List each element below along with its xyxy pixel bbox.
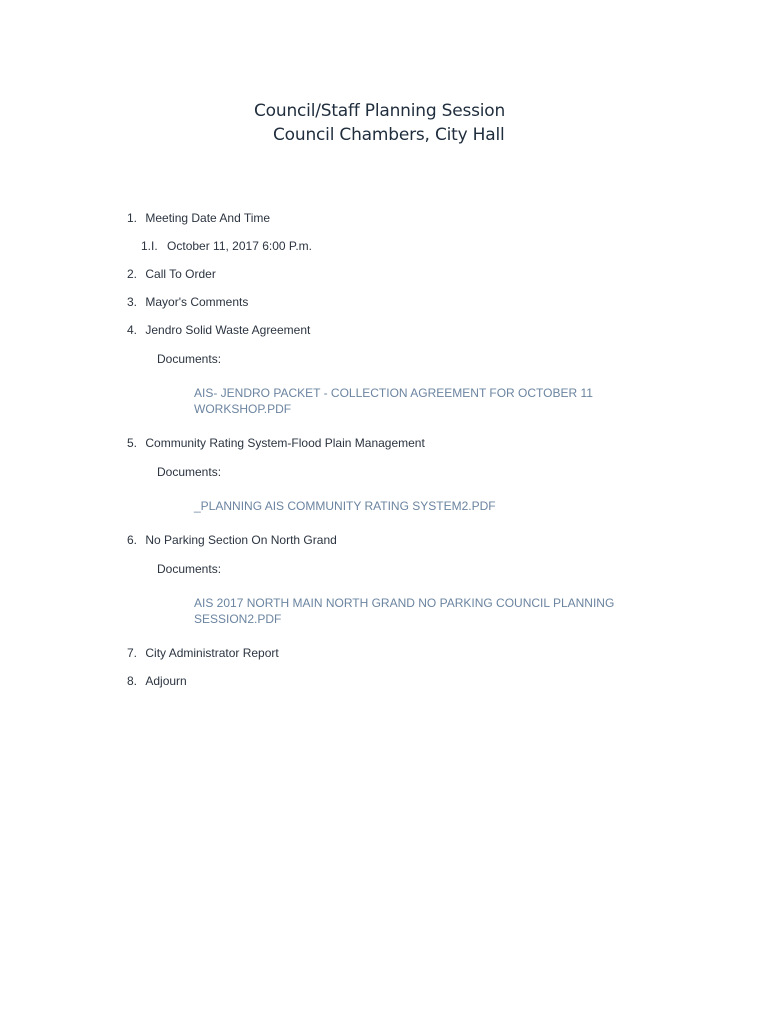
agenda-item-number: 8. [127,674,138,688]
agenda-subitem-1-1 [141,238,312,254]
agenda-item-number: 7. [127,646,138,660]
agenda-item-2 [127,266,216,282]
document-link-community-rating[interactable]: _PLANNING AIS COMMUNITY RATING SYSTEM2.PDF [194,499,496,513]
agenda-item-number: 3. [127,295,138,309]
documents-label: Documents: [157,562,222,576]
agenda-item-1 [127,210,270,226]
agenda-item-6 [127,532,337,548]
agenda-item-3 [127,294,248,310]
agenda-item-label: No Parking Section On North Grand [145,533,337,547]
agenda-item-label: City Administrator Report [145,646,279,660]
agenda-item-number: 2. [127,267,138,281]
documents-label: Documents: [157,352,222,366]
agenda-item-8 [127,673,187,689]
agenda-item-label: Jendro Solid Waste Agreement [145,323,311,337]
agenda-item-4 [127,322,310,338]
agenda-item-number: 1.I. [141,239,158,253]
agenda-item-label: Adjourn [145,674,187,688]
agenda-item-number: 5. [127,436,138,450]
agenda-item-label: Meeting Date And Time [145,211,271,225]
documents-label: Documents: [157,465,222,479]
agenda-item-number: 1. [127,211,138,225]
agenda-item-label: Mayor's Comments [145,295,249,309]
agenda-item-number: 6. [127,533,138,547]
meeting-location: Council Chambers, City Hall [273,125,505,145]
agenda-item-label: October 11, 2017 6:00 P.m. [167,239,313,253]
document-link-jendro-packet[interactable]: AIS- JENDRO PACKET - COLLECTION AGREEMENT FOR OCTOBER 11 WORKSHOP.PDF [194,386,593,416]
page-title: Council/Staff Planning Session [254,101,506,121]
agenda-item-label: Community Rating System-Flood Plain Management [145,436,425,450]
agenda-item-number: 4. [127,323,138,337]
document-link-no-parking[interactable]: AIS 2017 NORTH MAIN NORTH GRAND NO PARKING COUNCIL PLANNING SESSION2.PDF [194,596,615,626]
agenda-item-7 [127,645,279,661]
agenda-item-5 [127,435,425,451]
agenda-item-label: Call To Order [145,267,216,281]
